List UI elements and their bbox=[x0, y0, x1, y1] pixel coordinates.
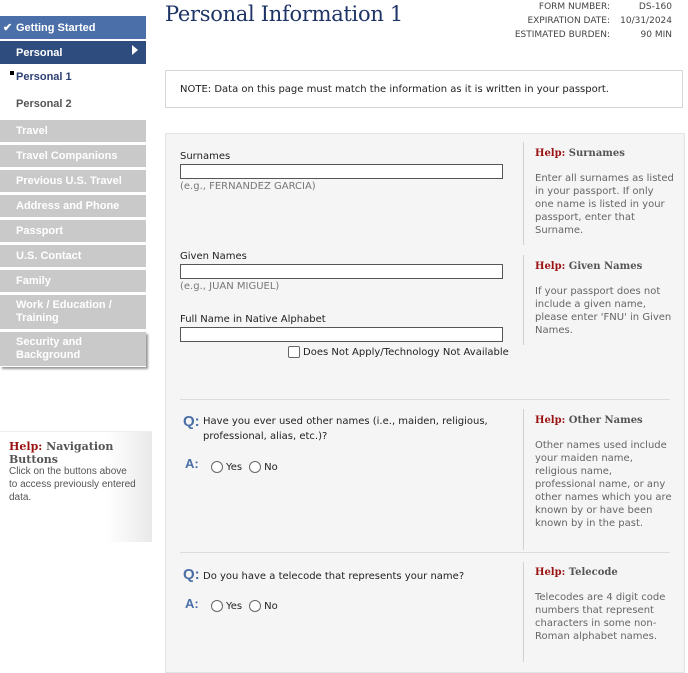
does-not-apply-option[interactable] bbox=[288, 346, 509, 358]
burden-value: 90 MIN bbox=[640, 30, 672, 40]
telecode-yes-radio[interactable] bbox=[211, 600, 223, 612]
help-title-text: Surnames bbox=[568, 148, 625, 159]
given-names-input[interactable] bbox=[180, 264, 503, 279]
sidebar-item-label: Passport bbox=[16, 225, 64, 237]
form-number-value: DS-160 bbox=[638, 2, 672, 12]
yes-label: Yes bbox=[226, 461, 243, 473]
sidebar-item-label: Address and Phone bbox=[16, 200, 120, 212]
navigation-help-box bbox=[0, 431, 152, 542]
help-surnames bbox=[535, 148, 675, 237]
help-title-text: Other Names bbox=[568, 415, 643, 426]
sidebar-item-personal[interactable] bbox=[0, 41, 146, 64]
other-names-question: Have you ever used other names (i.e., maiden, religious, professional, alias, etc.)? bbox=[203, 416, 488, 442]
help-body: If your passport does not include a given name, please enter 'FNU' in Given Names. bbox=[535, 286, 672, 336]
help-divider bbox=[523, 142, 524, 245]
answer-marker: A: bbox=[185, 456, 199, 471]
sidebar-item-previous-us-travel[interactable] bbox=[0, 170, 146, 193]
help-body: Telecodes are 4 digit code numbers that represent characters in some non-Roman alphabet names. bbox=[535, 592, 666, 642]
help-divider bbox=[523, 409, 524, 550]
help-title bbox=[535, 567, 675, 578]
yes-label: Yes bbox=[226, 600, 243, 612]
help-prefix: Help: bbox=[535, 415, 566, 426]
form-number-label: FORM NUMBER: bbox=[538, 2, 610, 12]
checkmark-icon: ✔ bbox=[3, 22, 13, 34]
help-prefix: Help: bbox=[535, 148, 566, 159]
expiration-value: 10/31/2024 bbox=[620, 16, 672, 26]
sidebar-item-address-and-phone[interactable] bbox=[0, 195, 146, 218]
sidebar-item-getting-started[interactable] bbox=[0, 16, 146, 39]
page-title: Personal Information 1 bbox=[165, 2, 403, 26]
help-body: Click on the buttons above to access previously entered data. bbox=[9, 466, 136, 503]
native-name-label: Full Name in Native Alphabet bbox=[180, 314, 326, 325]
sidebar-item-label: Getting Started bbox=[16, 21, 96, 34]
help-title-text: Telecode bbox=[568, 567, 618, 578]
sidebar-item-work-education-training[interactable] bbox=[0, 295, 146, 330]
other-names-yes-radio[interactable] bbox=[211, 461, 223, 473]
sidebar-item-personal-2[interactable] bbox=[0, 93, 146, 115]
help-telecode bbox=[535, 567, 675, 643]
help-title bbox=[9, 440, 152, 466]
sidebar-item-security-and-background[interactable] bbox=[0, 332, 146, 367]
chevron-right-icon bbox=[132, 45, 138, 55]
surnames-label: Surnames bbox=[180, 151, 231, 162]
passport-note: NOTE: Data on this page must match the information as it is written in your passport. bbox=[165, 70, 683, 108]
help-prefix: Help: bbox=[9, 440, 43, 453]
no-label: No bbox=[264, 461, 278, 473]
help-title-text: Navigation Buttons bbox=[9, 440, 114, 466]
help-prefix: Help: bbox=[535, 567, 566, 578]
does-not-apply-checkbox[interactable] bbox=[288, 346, 300, 358]
surnames-input[interactable] bbox=[180, 164, 503, 179]
section-divider bbox=[180, 399, 670, 400]
question-marker: Q: bbox=[183, 413, 200, 430]
sidebar-item-travel[interactable] bbox=[0, 120, 146, 143]
section-divider bbox=[180, 552, 670, 553]
expiration-label: EXPIRATION DATE: bbox=[527, 16, 610, 26]
help-body: Enter all surnames as listed in your passport. If only one name is listed in your passport, enter that Surname. bbox=[535, 173, 674, 236]
form-meta bbox=[515, 0, 672, 42]
help-title bbox=[535, 415, 675, 426]
help-title-text: Given Names bbox=[568, 261, 643, 272]
answer-marker: A: bbox=[185, 596, 199, 611]
telecode-question: Do you have a telecode that represents your name? bbox=[203, 571, 465, 582]
help-prefix: Help: bbox=[535, 261, 566, 272]
sidebar-item-label: Work / Education / Training bbox=[16, 299, 112, 324]
form-panel bbox=[165, 133, 685, 673]
sidebar-item-label: Personal 2 bbox=[16, 98, 72, 110]
sidebar-item-passport[interactable] bbox=[0, 220, 146, 243]
sidebar-item-label: Previous U.S. Travel bbox=[16, 175, 122, 187]
help-given-names bbox=[535, 261, 675, 337]
sidebar-item-label: Travel bbox=[16, 125, 48, 137]
telecode-radio-group bbox=[211, 600, 285, 612]
help-title bbox=[535, 148, 675, 159]
given-names-example: (e.g., JUAN MIGUEL) bbox=[180, 281, 280, 292]
does-not-apply-label: Does Not Apply/Technology Not Available bbox=[303, 346, 509, 358]
sidebar-item-label: Security and Background bbox=[16, 336, 83, 361]
native-name-input[interactable] bbox=[180, 327, 503, 342]
current-page-bullet-icon bbox=[10, 71, 14, 75]
sidebar-item-us-contact[interactable] bbox=[0, 245, 146, 268]
help-divider bbox=[523, 562, 524, 662]
sidebar-item-personal-1[interactable] bbox=[0, 66, 146, 88]
sidebar-item-label: Personal 1 bbox=[16, 71, 72, 83]
surnames-example: (e.g., FERNANDEZ GARCIA) bbox=[180, 181, 316, 192]
sidebar-item-label: Family bbox=[16, 275, 51, 287]
help-divider bbox=[523, 255, 524, 345]
help-title bbox=[535, 261, 675, 272]
sidebar-item-label: U.S. Contact bbox=[16, 250, 82, 262]
given-names-label: Given Names bbox=[180, 251, 247, 262]
question-marker: Q: bbox=[183, 566, 200, 583]
help-body: Other names used include your maiden name, religious name, professional name, or any other names which you are known by or have been known by in the past. bbox=[535, 440, 672, 529]
help-other-names bbox=[535, 415, 675, 530]
no-label: No bbox=[264, 600, 278, 612]
sidebar-item-label: Travel Companions bbox=[16, 150, 118, 162]
other-names-radio-group bbox=[211, 461, 285, 473]
sidebar-item-label: Personal bbox=[16, 46, 63, 59]
telecode-no-radio[interactable] bbox=[249, 600, 261, 612]
sidebar-item-family[interactable] bbox=[0, 270, 146, 293]
other-names-no-radio[interactable] bbox=[249, 461, 261, 473]
burden-label: ESTIMATED BURDEN: bbox=[514, 30, 610, 40]
sidebar-item-travel-companions[interactable] bbox=[0, 145, 146, 168]
